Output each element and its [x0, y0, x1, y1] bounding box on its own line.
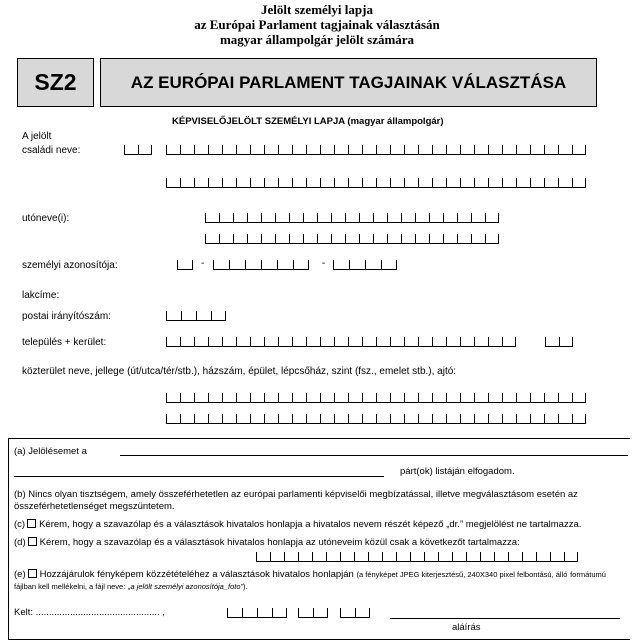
settlement-boxes[interactable]: [166, 337, 516, 347]
declaration-a-label: (a) Jelölésemet a: [14, 446, 87, 457]
street-boxes-2[interactable]: [166, 414, 586, 424]
given-names-boxes-1[interactable]: [205, 213, 499, 223]
street-boxes-1[interactable]: [166, 393, 586, 403]
family-name-boxes-1[interactable]: [166, 145, 586, 155]
declaration-e-file: „a jelölt személyi azonosítója_foto”: [127, 582, 244, 591]
checkbox-c[interactable]: [27, 519, 36, 528]
declaration-e-note-2: formátumú fájlban kell mellékelni, a fájl neve:: [14, 570, 606, 591]
given-names-boxes-2[interactable]: [205, 234, 499, 244]
declaration-e-text: Hozzájárulok fényképem közzétételéhez a választások hivatalos honlapján: [39, 569, 354, 580]
declaration-e: [14, 569, 626, 593]
declaration-c-text: Kérem, hogy a szavazólap és a választások hivatalos honlapja a hivatalos nevem részét képező „dr.” megjelölést ne tartalmazza.: [39, 519, 582, 530]
personal-id-label: személyi azonosítója:: [22, 260, 118, 271]
address-label: lakcíme:: [22, 290, 60, 301]
family-name-prefix-boxes[interactable]: [124, 145, 152, 155]
party-name-line-2[interactable]: [14, 476, 384, 477]
party-name-line[interactable]: [120, 455, 628, 456]
banner-title: AZ EURÓPAI PARLAMENT TAGJAINAK VÁLASZTÁSA: [130, 72, 567, 92]
banner-box: [100, 58, 597, 107]
header-line-1: Jelölt személyi lapja: [261, 2, 373, 17]
checkbox-d[interactable]: [28, 537, 37, 546]
declaration-a-suffix: párt(ok) listáján elfogadom.: [400, 466, 515, 477]
dash-2: -: [322, 258, 326, 269]
given-names-label: utóneve(i):: [22, 213, 70, 224]
personal-id-boxes-3[interactable]: [333, 260, 397, 270]
checkbox-e[interactable]: [28, 569, 37, 578]
declaration-d: [14, 537, 520, 549]
declaration-e-note-1: (a fényképet JPEG kiterjesztésű, 240X340 pixel felbontású, álló: [356, 570, 568, 579]
form-code: SZ2: [34, 69, 77, 95]
header-line-3: magyar állampolgár jelölt számára: [219, 32, 415, 47]
date-month-boxes[interactable]: [298, 608, 328, 618]
signature-label: aláírás: [452, 622, 481, 633]
postal-code-label: postai irányítószám:: [22, 311, 111, 322]
personal-id-boxes-1[interactable]: [177, 260, 193, 270]
form-code-box: [17, 58, 94, 107]
declaration-d-text: Kérem, hogy a szavazólap és a választások hivatalos honlapja az utóneveim közül csak a következőt tartalmazza:: [39, 537, 520, 548]
selected-given-name-boxes[interactable]: [256, 552, 578, 562]
street-label: közterület neve, jellege (út/utca/tér/stb.), házszám, épület, lépcsőház, szint (fsz., emelet stb.), ajtó:: [22, 366, 457, 377]
declaration-c: [14, 519, 581, 531]
header-line-2: az Európai Parlament tagjainak választásán: [194, 17, 440, 32]
date-day-boxes[interactable]: [340, 608, 370, 618]
postal-code-boxes[interactable]: [166, 311, 226, 321]
declaration-d-prefix: (d): [14, 537, 26, 548]
personal-id-boxes-2[interactable]: [213, 260, 309, 270]
family-name-boxes-2[interactable]: [166, 178, 586, 188]
date-year-boxes[interactable]: [227, 608, 287, 618]
declaration-b: (b) Nincs olyan tisztségem, amely összeférhetetlen az európai parlamenti képviselői megbízatással, illetve megválasztásom esetén az összeférhetetlenséget megszüntetem.: [14, 489, 578, 512]
subtitle: KÉPVISELŐJELÖLT SZEMÉLYI LAPJA (magyar állampolgár): [172, 116, 444, 127]
declaration-e-note-end: ).: [243, 582, 248, 591]
district-boxes[interactable]: [545, 337, 573, 347]
signature-line[interactable]: [390, 618, 620, 619]
date-label: Kelt: ............................................... ,: [14, 607, 165, 618]
family-name-label-1: A jelölt: [22, 131, 52, 142]
dash-1: -: [201, 258, 205, 269]
declaration-e-prefix: (e): [14, 569, 26, 580]
family-name-label-2: családi neve:: [22, 145, 81, 156]
declaration-c-prefix: (c): [14, 519, 26, 530]
settlement-label: település + kerület:: [22, 337, 107, 348]
